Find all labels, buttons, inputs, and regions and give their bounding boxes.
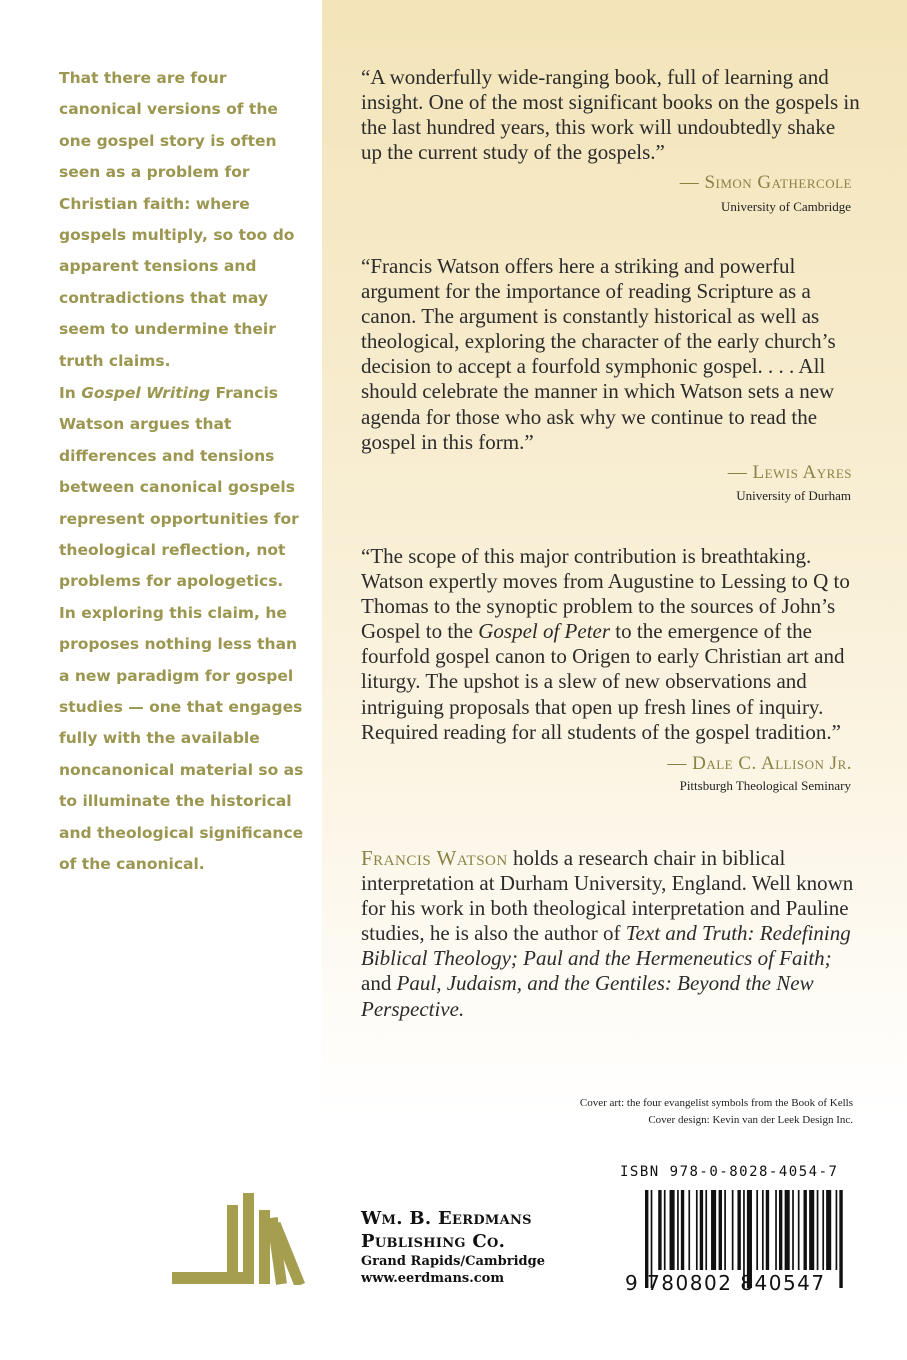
barcode-bar	[732, 1190, 734, 1270]
blurb-paragraph-2	[59, 378, 304, 881]
barcode-bar	[785, 1190, 790, 1270]
quote-author: — Dale C. Allison Jr.	[667, 753, 852, 774]
barcode-bar	[677, 1190, 679, 1270]
quote-text	[361, 544, 861, 745]
barcode-bar	[737, 1190, 740, 1270]
barcode-bar	[792, 1190, 794, 1270]
barcode-bar	[705, 1190, 707, 1270]
quote-author: — Simon Gathercole	[679, 172, 852, 193]
barcode-bar	[809, 1190, 814, 1270]
barcode-bar	[658, 1190, 661, 1270]
barcode-bar	[803, 1190, 806, 1270]
quote-affiliation: University of Cambridge	[721, 199, 851, 214]
isbn-label: ISBN 978-0-8028-4054-7	[620, 1164, 839, 1180]
barcode-bar	[670, 1190, 675, 1270]
blurb-rest: Francis Watson argues that differences and tensions between canonical gospels represent opportunities for theological reflection, not problems for apologetics. In exploring this claim, he proposes nothing less than a new paradigm for gospel studies — one that engages fully with the available noncanonical material so as to illuminate the historical and theological significance of the canonical.	[59, 384, 304, 874]
barcode-bar	[766, 1190, 769, 1270]
barcode-bar	[756, 1190, 758, 1270]
publisher-name-line-2: Publishing Co.	[361, 1231, 506, 1252]
quote-text-part-2: to the emergence of the fourfold gospel canon to Origen to early Christian art and liturgy. The upshot is a slew of new observations and intriguing proposals that open up fresh lines of inquiry. Required reading for all students of the gospel tradition.”	[361, 619, 845, 744]
barcode-bar	[696, 1190, 698, 1270]
cover-design-credit: Cover design: Kevin van der Leek Design Inc.	[648, 1114, 853, 1126]
barcode-bar	[700, 1190, 703, 1270]
quote-book-title: Gospel of Peter	[478, 619, 611, 644]
blurb-prefix: In	[59, 384, 82, 402]
barcode-bar	[664, 1190, 666, 1270]
endorsement-quote-3	[361, 544, 861, 745]
barcode-bar	[681, 1190, 684, 1270]
barcode-bar	[836, 1190, 838, 1270]
author-bio	[361, 846, 861, 1022]
logo-shelf	[172, 1272, 247, 1284]
endorsement-quote-1	[361, 65, 861, 165]
barcode-digits: 9 780802 840547	[625, 1271, 826, 1295]
blurb-text-2	[59, 378, 304, 881]
bio-books: Text and Truth: Redefining Biblical Theology; Paul and the Hermeneutics of Faith;	[361, 921, 851, 971]
logo-book-2	[243, 1193, 254, 1284]
barcode-bar	[775, 1190, 777, 1270]
barcode-bar	[779, 1190, 782, 1270]
barcode-bar	[822, 1190, 824, 1270]
endorsement-quote-2	[361, 254, 861, 455]
cover-art-credit: Cover art: the four evangelist symbols from the Book of Kells	[579, 1097, 853, 1109]
blurb-text-1: That there are four canonical versions of the one gospel story is often seen as a problem for Christian faith: where gospels multiply, so too do apparent tensions and contradictions that may seem to undermine their truth claims.	[59, 69, 295, 370]
barcode-bar	[724, 1190, 726, 1270]
barcode-bar	[762, 1190, 764, 1270]
blurb-paragraph-1	[59, 63, 304, 377]
barcode-bar	[688, 1190, 690, 1270]
publisher-block	[361, 1207, 545, 1287]
quote-affiliation: Pittsburgh Theological Seminary	[679, 778, 851, 793]
quote-affiliation: University of Durham	[736, 488, 851, 503]
barcode-bar	[798, 1190, 800, 1270]
author-name: Francis Watson	[361, 846, 508, 870]
left-column	[0, 0, 322, 1360]
quote-text: “A wonderfully wide-ranging book, full of learning and insight. One of the most significant books on the gospels in the last hundred years, this work will undoubtedly shake up the current study of the gospels.”	[361, 65, 860, 165]
barcode-bar	[826, 1190, 831, 1270]
publisher-name-line-1: Wm. B. Eerdmans	[361, 1208, 532, 1229]
barcode-bar	[719, 1190, 722, 1270]
bio-text: holds a research chair in biblical interpretation at Durham University, England. Well known for his work in both theological interpretation and Pauline studies, he is also the author of	[361, 846, 854, 946]
barcode-bar	[817, 1190, 819, 1270]
publisher-website: www.eerdmans.com	[361, 1271, 505, 1286]
eerdmans-logo	[172, 1193, 342, 1285]
quote-text: “Francis Watson offers here a striking and powerful argument for the importance of reading Scripture as a canon. The argument is constantly historical as well as theological, exploring the character of the early church’s decision to accept a fourfold symphonic gospel. . . . All should celebrate the manner in which Watson sets a new agenda for those who ask why we continue to read the gospel in this form.”	[361, 254, 836, 454]
barcode-bar	[711, 1190, 716, 1270]
publisher-location: Grand Rapids/Cambridge	[361, 1254, 546, 1269]
bio-book-last: Paul, Judaism, and the Gentiles: Beyond the New Perspective.	[361, 971, 814, 1021]
quote-text-part-1: “The scope of this major contribution is breathtaking. Watson expertly moves from Augustine to Lessing to Q to Thomas to the synoptic problem to the sources of John’s Gospel to the	[361, 544, 850, 644]
bio-and: and	[361, 971, 397, 996]
book-title: Gospel Writing	[81, 384, 211, 402]
logo-book-1	[227, 1205, 238, 1273]
quote-author: — Lewis Ayres	[727, 462, 852, 483]
